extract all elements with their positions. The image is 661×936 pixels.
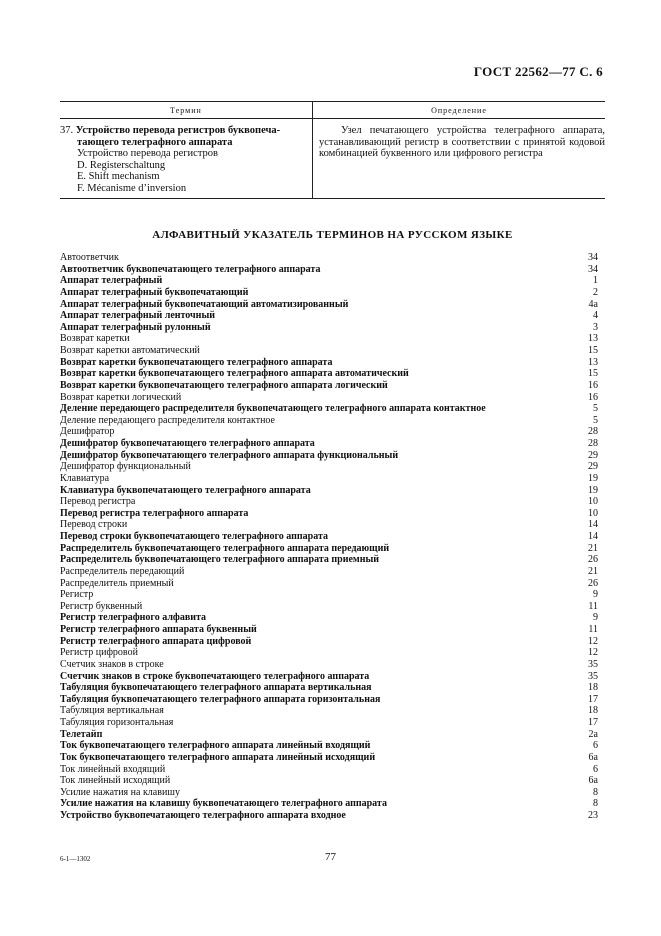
index-number: 21 — [588, 542, 598, 554]
index-entry — [60, 473, 598, 485]
index-term: Дешифратор буквопечатающего телеграфного аппарата функциональный — [60, 449, 399, 461]
index-number: 12 — [588, 647, 598, 659]
index-term: Дешифратор функциональный — [60, 461, 191, 473]
index-entry — [60, 392, 598, 404]
index-entry — [60, 496, 598, 508]
index-number: 28 — [588, 438, 598, 449]
index-number: 4 — [593, 310, 598, 322]
index-number: 9 — [593, 612, 598, 624]
index-term: Автоответчик — [60, 252, 119, 263]
definition-cell: Узел печатающего устройства телеграфного аппарата, устанавливающий регистр в соответствии с принятой кодовой комбинацией буквенного или цифрового регистра — [313, 119, 606, 199]
index-number: 29 — [588, 449, 598, 461]
index-term: Аппарат телеграфный рулонный — [60, 321, 211, 333]
col-def-header: Определение — [313, 102, 606, 119]
index-number: 5 — [593, 414, 598, 426]
index-number: 12 — [588, 635, 598, 647]
index-entry — [60, 624, 598, 636]
index-term: Возврат каретки буквопечатающего телеграфного аппарата — [60, 356, 333, 368]
index-entry — [60, 775, 598, 787]
index-number: 34 — [588, 263, 598, 275]
index-entry — [60, 810, 598, 822]
index-number: 2а — [588, 728, 598, 740]
index-term: Счетчик знаков в строке — [60, 658, 164, 670]
index-number: 3 — [593, 321, 598, 333]
index-entry — [60, 403, 598, 415]
index-number: 14 — [588, 531, 598, 542]
index-entry — [60, 531, 598, 543]
term-de: D. Registerschaltung — [77, 159, 166, 171]
index-number: 9 — [593, 589, 598, 601]
index-entry — [60, 612, 598, 624]
index-term: Автоответчик буквопечатающего телеграфного аппарата — [60, 263, 321, 275]
index-term: Устройство буквопечатающего телеграфного аппарата входное — [60, 810, 346, 821]
index-term: Табуляция горизонтальная — [60, 717, 174, 728]
index-number: 6 — [593, 763, 598, 775]
index-entry — [60, 659, 598, 671]
index-term: Перевод строки — [60, 519, 128, 531]
index-number: 29 — [588, 461, 598, 473]
index-entry — [60, 450, 598, 462]
index-number: 13 — [588, 333, 598, 345]
index-entry — [60, 729, 598, 741]
index-entry — [60, 310, 598, 322]
index-term: Усилие нажатия на клавишу — [60, 786, 180, 798]
index-entry — [60, 485, 598, 497]
index-entry — [60, 764, 598, 776]
index-number: 11 — [588, 624, 598, 635]
index-term: Возврат каретки — [60, 333, 130, 345]
index-number: 13 — [588, 356, 598, 368]
index-number: 17 — [588, 693, 598, 705]
footer-code: 6-1—1302 — [60, 855, 91, 863]
index-entry — [60, 357, 598, 369]
index-entry — [60, 798, 598, 810]
index-number: 8 — [593, 786, 598, 798]
index-term: Дешифратор буквопечатающего телеграфного аппарата — [60, 438, 315, 449]
page-number: 77 — [325, 851, 336, 863]
term-number: 37. — [60, 125, 74, 136]
index-term: Распределитель буквопечатающего телеграфного аппарата передающий — [60, 542, 390, 554]
index-entry — [60, 740, 598, 752]
index-entry — [60, 578, 598, 590]
term-fr: F. Mécanisme d’inversion — [77, 182, 187, 194]
index-term: Деление передающего распределителя контактное — [60, 414, 275, 426]
index-term: Регистр — [60, 589, 94, 601]
index-term: Клавиатура буквопечатающего телеграфного аппарата — [60, 484, 311, 496]
index-number: 18 — [588, 705, 598, 717]
index-number: 17 — [588, 717, 598, 728]
index-entry — [60, 717, 598, 729]
index-term: Ток буквопечатающего телеграфного аппарата линейный входящий — [60, 740, 371, 752]
index-entry — [60, 461, 598, 473]
index-term: Аппарат телеграфный ленточный — [60, 310, 216, 322]
index-entry — [60, 752, 598, 764]
index-entry — [60, 438, 598, 450]
index-number: 5 — [593, 403, 598, 415]
index-term: Распределитель передающий — [60, 565, 185, 577]
index-number: 8 — [593, 798, 598, 810]
index-entry — [60, 705, 598, 717]
index-term: Перевод регистра — [60, 496, 136, 508]
index-entry — [60, 380, 598, 392]
index-entry — [60, 252, 598, 264]
col-term-header: Термин — [60, 102, 313, 119]
index-entry — [60, 275, 598, 287]
index-term: Табуляция буквопечатающего телеграфного аппарата вертикальная — [60, 682, 372, 694]
index-number: 6а — [588, 751, 598, 763]
index-entry — [60, 787, 598, 799]
index-number: 15 — [588, 368, 598, 380]
index-term: Регистр буквенный — [60, 600, 143, 612]
index-term: Аппарат телеграфный буквопечатающий автоматизированный — [60, 298, 349, 310]
index-entry — [60, 368, 598, 380]
index-term: Регистр телеграфного алфавита — [60, 612, 207, 624]
index-term: Аппарат телеграфный — [60, 275, 163, 287]
index-entry — [60, 566, 598, 578]
index-term: Распределитель приемный — [60, 577, 174, 589]
term-en: E. Shift mechanism — [77, 171, 160, 182]
index-entry — [60, 554, 598, 566]
index-term: Перевод регистра телеграфного аппарата — [60, 507, 249, 519]
index-entry — [60, 426, 598, 438]
index-number: 35 — [588, 658, 598, 670]
index-term: Аппарат телеграфный буквопечатающий — [60, 286, 249, 298]
index-term: Клавиатура — [60, 472, 110, 484]
index-number: 23 — [588, 810, 598, 821]
index-term: Ток линейный исходящий — [60, 775, 171, 787]
index-entry — [60, 519, 598, 531]
index-number: 14 — [588, 519, 598, 531]
index-entry — [60, 647, 598, 659]
index-entry — [60, 287, 598, 299]
term-cell — [60, 119, 313, 199]
index-number: 16 — [588, 379, 598, 391]
index-term: Возврат каретки буквопечатающего телеграфного аппарата логический — [60, 379, 388, 391]
index-number: 35 — [588, 670, 598, 682]
index-entry — [60, 694, 598, 706]
index-term: Регистр цифровой — [60, 647, 138, 659]
index-term: Регистр телеграфного аппарата буквенный — [60, 624, 257, 635]
index-list — [60, 252, 598, 822]
term-bold-line-1: Устройство перевода регистров буквопеча- — [75, 125, 281, 136]
index-entry — [60, 345, 598, 357]
index-number: 28 — [588, 426, 598, 438]
index-term: Возврат каретки буквопечатающего телеграфного аппарата автоматический — [60, 368, 409, 380]
index-number: 6а — [588, 775, 598, 787]
index-number: 6 — [593, 740, 598, 752]
index-term: Регистр телеграфного аппарата цифровой — [60, 635, 252, 647]
index-term: Возврат каретки автоматический — [60, 345, 200, 356]
index-entry — [60, 415, 598, 427]
index-entry — [60, 543, 598, 555]
index-number: 18 — [588, 682, 598, 694]
index-entry — [60, 636, 598, 648]
index-term: Телетайп — [60, 728, 103, 740]
index-number: 4а — [588, 298, 598, 310]
index-term: Распределитель буквопечатающего телеграфного аппарата приемный — [60, 554, 380, 566]
index-number: 10 — [588, 507, 598, 519]
index-number: 10 — [588, 496, 598, 508]
index-entry — [60, 333, 598, 345]
index-title: АЛФАВИТНЫЙ УКАЗАТЕЛЬ ТЕРМИНОВ НА РУССКОМ ЯЗЫКЕ — [152, 229, 513, 241]
index-entry — [60, 322, 598, 334]
index-term: Дешифратор — [60, 426, 115, 438]
index-term: Перевод строки буквопечатающего телеграфного аппарата — [60, 531, 328, 542]
index-entry — [60, 299, 598, 311]
index-number: 2 — [593, 286, 598, 298]
index-entry — [60, 601, 598, 613]
index-term: Деление передающего распределителя буквопечатающего телеграфного аппарата контактное — [60, 403, 486, 415]
index-term: Возврат каретки логический — [60, 391, 182, 403]
index-entry — [60, 508, 598, 520]
index-entry — [60, 264, 598, 276]
index-number: 34 — [588, 252, 598, 263]
index-term: Табуляция буквопечатающего телеграфного аппарата горизонтальная — [60, 693, 381, 705]
index-number: 19 — [588, 472, 598, 484]
index-term: Усилие нажатия на клавишу буквопечатающего телеграфного аппарата — [60, 798, 387, 810]
index-number: 19 — [588, 484, 598, 496]
index-number: 11 — [588, 600, 598, 612]
index-number: 1 — [593, 275, 598, 287]
index-entry — [60, 671, 598, 683]
index-number: 26 — [588, 577, 598, 589]
index-term: Ток буквопечатающего телеграфного аппарата линейный исходящий — [60, 751, 376, 763]
term-short: Устройство перевода регистров — [77, 148, 219, 159]
index-term: Табуляция вертикальная — [60, 705, 164, 717]
index-entry — [60, 682, 598, 694]
index-number: 15 — [588, 345, 598, 356]
index-term: Ток линейный входящий — [60, 763, 166, 775]
index-number: 16 — [588, 391, 598, 403]
index-number: 21 — [588, 565, 598, 577]
page-header: ГОСТ 22562—77 С. 6 — [473, 64, 603, 79]
index-term: Счетчик знаков в строке буквопечатающего телеграфного аппарата — [60, 670, 370, 682]
term-bold-line-2: тающего телеграфного аппарата — [77, 136, 233, 148]
index-entry — [60, 589, 598, 601]
index-number: 26 — [588, 554, 598, 566]
terms-table — [60, 101, 605, 199]
